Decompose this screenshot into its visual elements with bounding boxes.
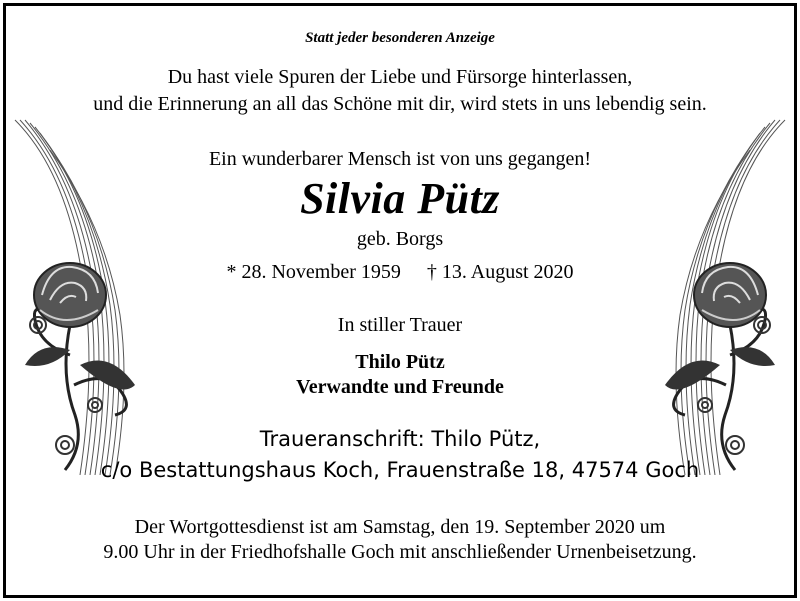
mourning-address-line-1: Traueranschrift: Thilo Pütz, — [259, 427, 541, 451]
mourner-group: Verwandte und Freunde — [296, 376, 504, 398]
mourner-name: Thilo Pütz — [355, 351, 445, 373]
birth-date: * 28. November 1959 — [226, 261, 401, 283]
poem-line-1: Du hast viele Spuren der Liebe und Fürsorge hinterlassen, — [167, 66, 633, 88]
life-dates — [0, 261, 800, 284]
service-info-line-2: 9.00 Uhr in der Friedhofshalle Goch mit anschließender Urnenbeisetzung. — [103, 541, 697, 563]
notice-header: Statt jeder besonderen Anzeige — [305, 30, 495, 46]
intro-line: Ein wunderbarer Mensch ist von uns gegangen! — [208, 148, 592, 170]
deceased-name: Silvia Pütz — [300, 174, 500, 223]
service-info-line-1: Der Wortgottesdienst ist am Samstag, den 19. September 2020 um — [134, 516, 666, 538]
poem-line-2: und die Erinnerung an all das Schöne mit dir, wird stets in uns lebendig sein. — [93, 93, 707, 115]
mourning-address-line-2: c/o Bestattungshaus Koch, Frauenstraße 18, 47574 Goch — [100, 458, 700, 482]
mourning-line: In stiller Trauer — [337, 314, 463, 336]
death-date: † 13. August 2020 — [426, 261, 574, 283]
birth-name: geb. Borgs — [356, 228, 444, 250]
